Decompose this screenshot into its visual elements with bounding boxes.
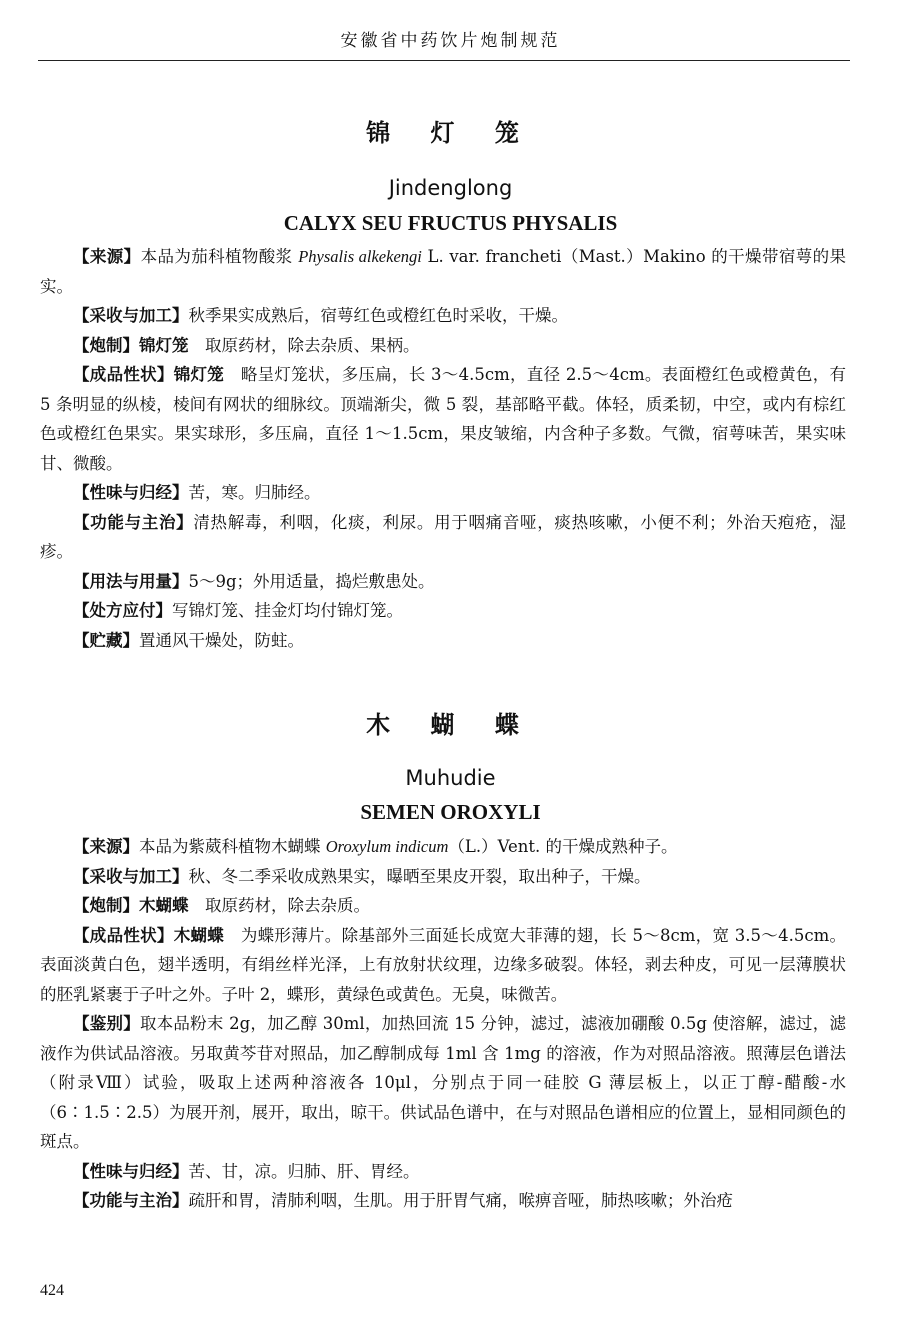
para-nature	[40, 1157, 846, 1187]
entry-body-jindenglong	[40, 242, 846, 655]
scientific-name: Oroxylum indicum	[325, 837, 449, 856]
para-tag: 【来源】	[73, 247, 141, 266]
para-tag: 【用法与用量】	[73, 571, 189, 591]
para-text: 为蝶形薄片。除基部外三面延长成宽大菲薄的翅，长 5～8cm，宽 3.5～4.5cm。表面淡黄白色，翅半透明，有绢丝样光泽，上有放射状纹理，边缘多破裂。体轻，剥去种皮，可见一层薄膜状的胚乳紧裹于子叶之外。子叶 2，蝶形，黄绿色或黄色。无臭，味微苦。	[40, 925, 847, 1004]
para-text: 写锦灯笼、挂金灯均付锦灯笼。	[172, 601, 403, 620]
para-text: 5～9g；外用适量，捣烂敷患处。	[188, 571, 435, 591]
para-function	[40, 1186, 846, 1216]
para-text: 取原药材，除去杂质。	[188, 896, 370, 915]
para-nature	[40, 478, 846, 508]
entry-latin-name: SEMEN OROXYLI	[360, 800, 541, 824]
para-subheading: 锦灯笼	[173, 365, 225, 384]
para-tag: 【贮藏】	[73, 630, 139, 650]
entry-title-muhudie: 木 蝴 蝶	[366, 711, 535, 739]
para-tag: 【性味与归经】	[73, 483, 189, 502]
scientific-name: Physalis alkekengi	[298, 247, 422, 266]
para-text: 本品为茄科植物酸浆	[140, 247, 293, 266]
para-tag: 【炮制】	[73, 335, 139, 355]
para-text: 略呈灯笼状，多压扁，长 3～4.5cm，直径 2.5～4cm。表面橙红色或橙黄色，有 5 条明显的纵棱，棱间有网状的细脉纹。顶端渐尖，微 5 裂，基部略平截。体轻，质柔韧，中空，或内有棕红色或橙红色果实。果实球形，多压扁，直径 1～1.5cm，果皮皱缩，内含种子多数。气微，宿萼味苦，果实味甘、微酸。	[40, 365, 847, 473]
para-text: 取原药材，除去杂质、果柄。	[188, 335, 420, 355]
para-text: 苦，寒。归肺经。	[188, 483, 321, 502]
para-dosage	[40, 567, 846, 597]
para-text: 疏肝和胃，清肺利咽，生肌。用于肝胃气痛，喉痹音哑，肺热咳嗽；外治疮	[188, 1191, 733, 1210]
para-tag: 【处方应付】	[73, 601, 172, 620]
header-rule	[38, 60, 850, 61]
para-source	[40, 242, 846, 301]
para-harvest	[40, 862, 846, 892]
para-tag: 【功能与主治】	[73, 512, 194, 532]
para-tag: 【采收与加工】	[73, 866, 189, 886]
para-text: （L.）Vent. 的干燥成熟种子。	[448, 837, 678, 856]
para-identification	[40, 1009, 846, 1157]
entry-pinyin: Muhudie	[405, 766, 496, 790]
para-text: 本品为紫葳科植物木蝴蝶	[139, 837, 321, 856]
para-function	[40, 508, 846, 567]
entry-title-jindenglong: 锦 灯 笼	[366, 119, 535, 147]
para-text: 取本品粉末 2g，加乙醇 30ml，加热回流 15 分钟，滤过，滤液加硼酸 0.5g 使溶解，滤过，滤液作为供试品溶液。另取黄芩苷对照品，加乙醇制成每 1ml 含 1mg 的溶液，作为对照品溶液。照薄层色谱法（附录Ⅷ）试验，吸取上述两种溶液各 10μl，分别点于同一硅胶 G 薄层板上，以正丁醇-醋酸-水（6∶1.5∶2.5）为展开剂，展开，取出，晾干。供试品色谱中，在与对照品色谱相应的位置上，显相同颜色的斑点。	[40, 1014, 847, 1151]
para-characteristics	[40, 360, 846, 478]
para-text: L. var. francheti（Mast.）Makino 的干燥带宿萼的果实。	[40, 247, 846, 296]
para-subheading: 木蝴蝶	[139, 896, 189, 915]
para-subheading: 锦灯笼	[139, 335, 189, 355]
para-tag: 【性味与归经】	[73, 1161, 189, 1181]
para-tag: 【鉴别】	[73, 1014, 140, 1033]
para-characteristics	[40, 921, 846, 1010]
para-tag: 【功能与主治】	[73, 1191, 189, 1210]
para-tag: 【采收与加工】	[73, 306, 189, 325]
para-processing	[40, 331, 846, 361]
entry-latin-name: CALYX SEU FRUCTUS PHYSALIS	[283, 211, 618, 235]
para-text: 秋季果实成熟后，宿萼红色或橙红色时采收，干燥。	[188, 306, 568, 325]
para-text: 秋、冬二季采收成熟果实，曝晒至果皮开裂，取出种子，干燥。	[188, 866, 651, 886]
para-source	[40, 832, 846, 862]
para-harvest	[40, 301, 846, 331]
running-header: 安徽省中药饮片炮制规范	[340, 31, 561, 51]
para-text: 置通风干燥处，防蛀。	[139, 630, 304, 650]
para-prescription	[40, 596, 846, 626]
page-number: 424	[40, 1282, 64, 1299]
para-processing	[40, 891, 846, 921]
para-text: 苦、甘，凉。归肺、肝、胃经。	[188, 1161, 420, 1181]
entry-pinyin: Jindenglong	[388, 176, 513, 200]
para-tag: 【来源】	[73, 837, 139, 856]
para-tag: 【炮制】	[73, 896, 139, 915]
para-subheading: 木蝴蝶	[173, 925, 225, 945]
para-text: 清热解毒，利咽，化痰，利尿。用于咽痛音哑，痰热咳嗽，小便不利；外治天疱疮，湿疹。	[40, 512, 847, 561]
para-storage	[40, 626, 846, 656]
para-tag: 【成品性状】	[73, 365, 174, 384]
para-tag: 【成品性状】	[73, 925, 174, 945]
entry-body-muhudie	[40, 832, 846, 1216]
